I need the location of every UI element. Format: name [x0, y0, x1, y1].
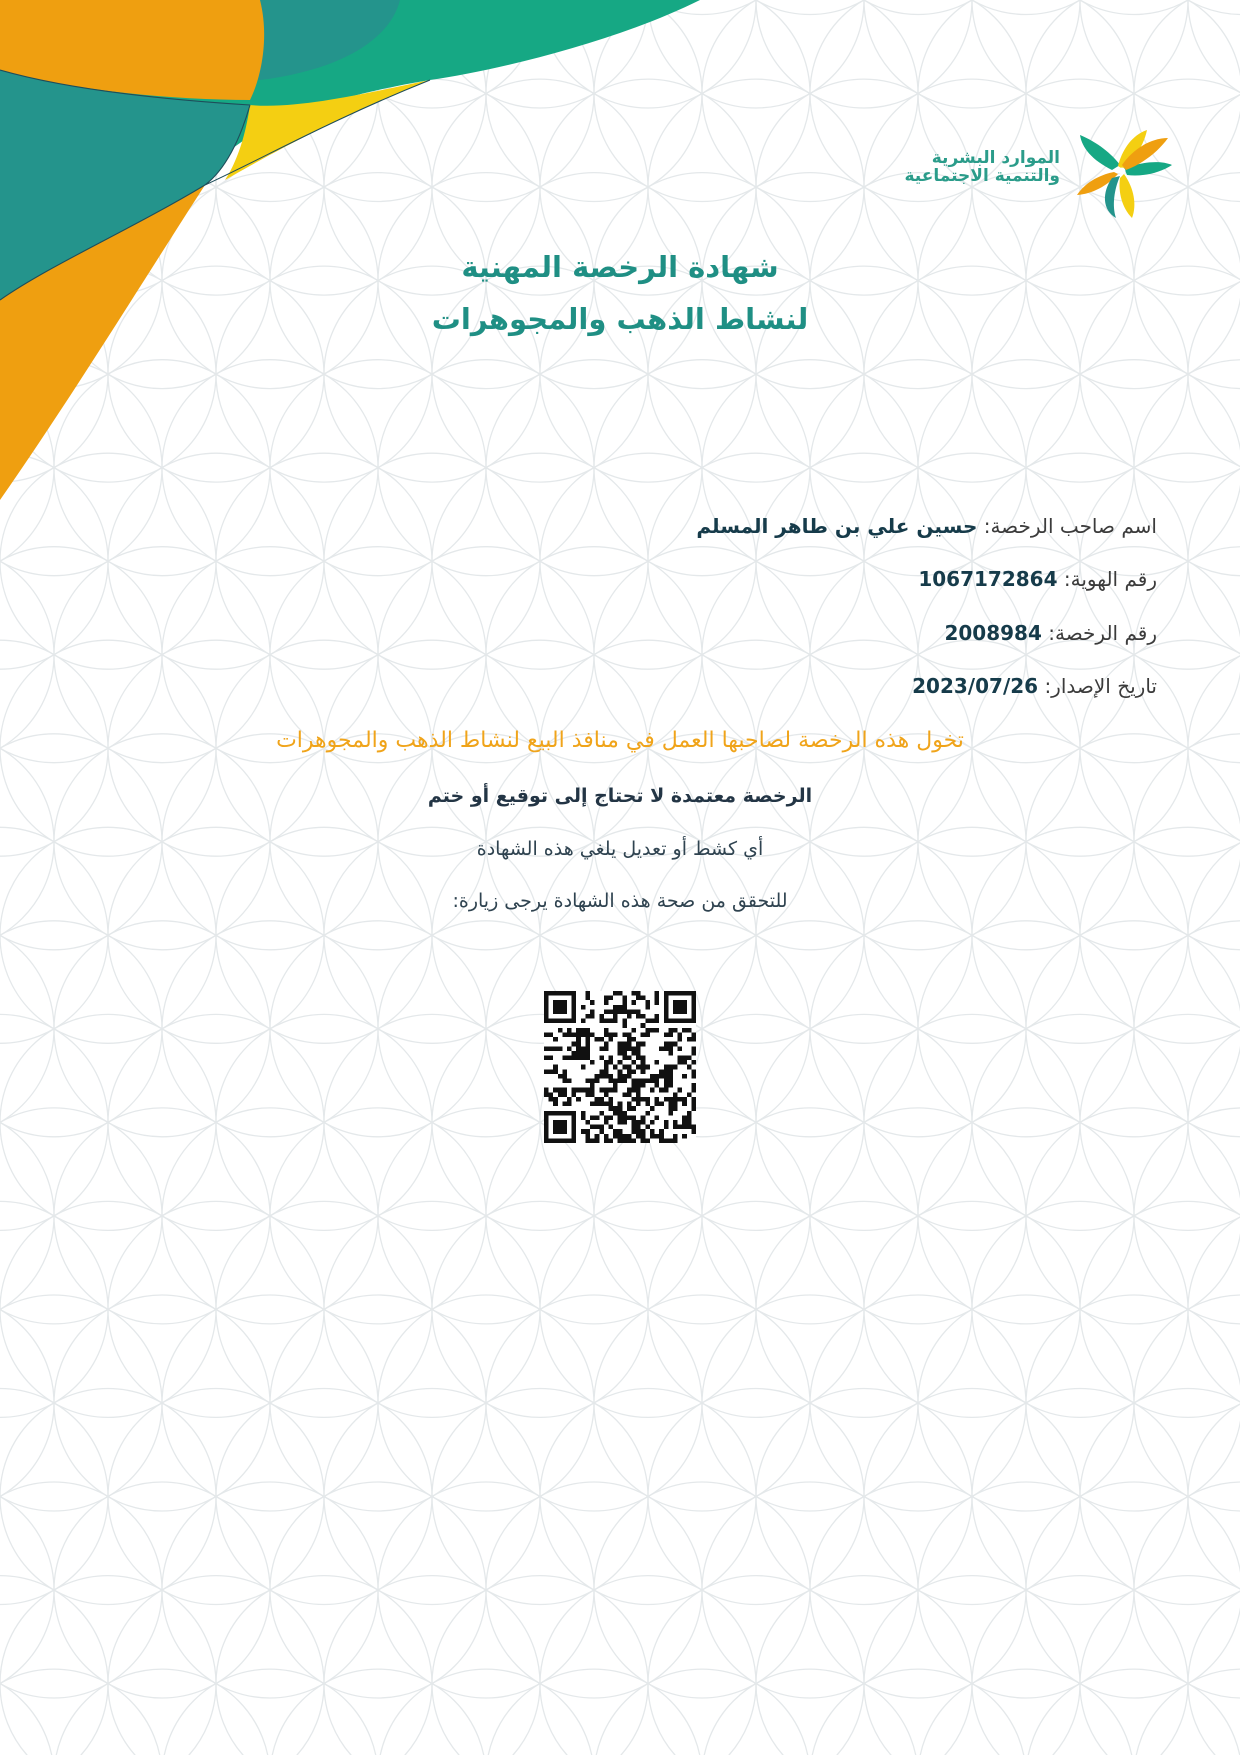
id-number-label: رقم الهوية: — [1063, 567, 1157, 591]
ministry-name — [904, 150, 1060, 186]
authorization-text: تخول هذه الرخصة لصاحبها العمل في منافذ البيع لنشاط الذهب والمجوهرات — [276, 728, 964, 753]
verification-note: للتحقق من صحة هذه الشهادة يرجى زيارة: — [452, 890, 788, 912]
issue-date-row — [912, 674, 1157, 698]
ministry-name-line1: الموارد البشرية — [931, 148, 1060, 168]
approval-note: الرخصة معتمدة لا تحتاج إلى توقيع أو ختم — [427, 785, 813, 807]
ministry-name-line2: والتنمية الاجتماعية — [904, 165, 1060, 186]
ministry-logo — [890, 120, 1180, 220]
certificate-title: شهادة الرخصة المهنية — [461, 250, 779, 284]
license-holder-value: حسين علي بن طاهر المسلم — [696, 514, 978, 538]
issue-date-label: تاريخ الإصدار: — [1044, 674, 1157, 698]
tamper-warning: أي كشط أو تعديل يلغي هذه الشهادة — [476, 838, 764, 860]
license-holder-row — [696, 514, 1157, 538]
id-number-value: 1067172864 — [918, 567, 1058, 591]
id-number-row — [918, 567, 1157, 591]
license-number-value: 2008984 — [944, 621, 1042, 645]
license-holder-label: اسم صاحب الرخصة: — [983, 514, 1157, 538]
license-number-label: رقم الرخصة: — [1048, 621, 1157, 645]
license-number-row — [944, 621, 1157, 645]
issue-date-value: 2023/07/26 — [912, 674, 1039, 698]
certificate-subtitle: لنشاط الذهب والمجوهرات — [431, 302, 809, 336]
qr-code-icon[interactable] — [544, 991, 696, 1143]
ministry-star-logo-icon — [1072, 120, 1180, 220]
